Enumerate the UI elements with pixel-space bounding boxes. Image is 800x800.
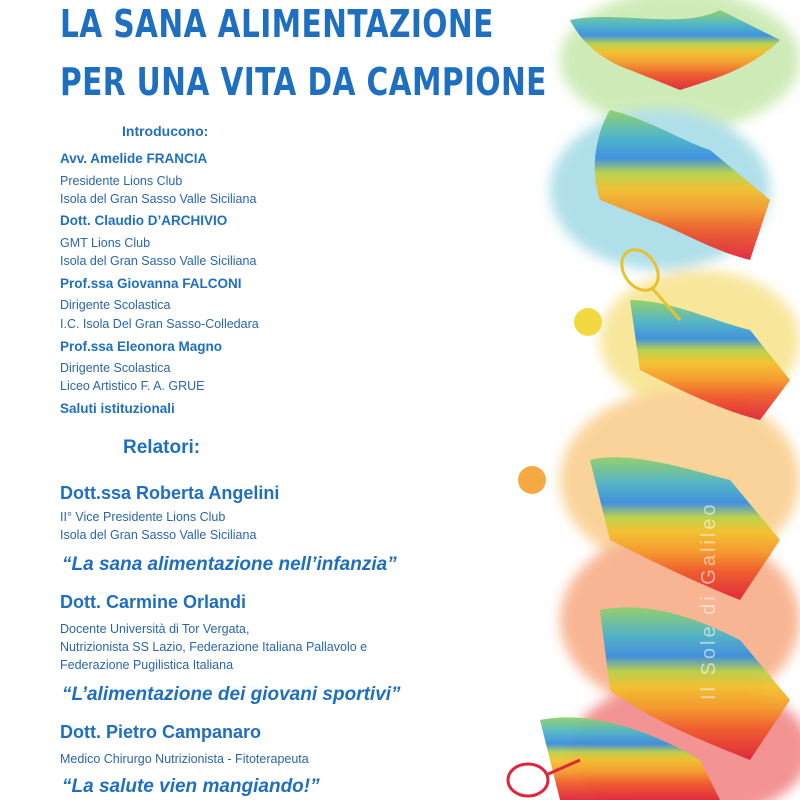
speaker-affiliation: Federazione Pugilistica Italiana	[60, 658, 234, 672]
speaker-name: Dott.ssa Roberta Angelini	[60, 483, 280, 503]
introducer-name: Dott. Claudio D’ARCHIVIO	[60, 213, 228, 228]
greetings-label: Saluti istituzionali	[60, 401, 175, 416]
page-title-line-2: PER UNA VITA DA CAMPIONE	[60, 60, 547, 104]
speaker-role: Medico Chirurgo Nutrizionista - Fitoterapeuta	[60, 752, 309, 766]
speaker-role: II° Vice Presidente Lions Club	[60, 510, 226, 524]
introducer-name: Prof.ssa Eleonora Magno	[60, 339, 223, 354]
intro-heading: Introducono:	[122, 123, 209, 139]
introducer-name: Prof.ssa Giovanna FALCONI	[60, 276, 242, 291]
introducer-role: Dirigente Scolastica	[60, 298, 171, 312]
introducer-role: Dirigente Scolastica	[60, 361, 171, 375]
introducer-affiliation: Liceo Artistico F. A. GRUE	[60, 379, 205, 393]
introducer-name: Avv. Amelide FRANCIA	[60, 151, 208, 166]
speaker-name: Dott. Carmine Orlandi	[60, 592, 247, 612]
talk-title: “La salute vien mangiando!”	[62, 776, 320, 797]
speaker-name: Dott. Pietro Campanaro	[60, 722, 262, 742]
speaker-affiliation: Isola del Gran Sasso Valle Siciliana	[60, 528, 257, 542]
speaker-affiliation: Nutrizionista SS Lazio, Federazione Italiana Pallavolo e	[60, 640, 368, 654]
watermark-text: Il Sole di Galileo	[698, 501, 720, 700]
introducer-role: Presidente Lions Club	[60, 174, 183, 188]
introducer-affiliation: Isola del Gran Sasso Valle Siciliana	[60, 192, 257, 206]
talk-title: “L’alimentazione dei giovani sportivi”	[62, 684, 401, 705]
speaker-role: Docente Università di Tor Vergata,	[60, 622, 250, 636]
speakers-heading: Relatori:	[123, 437, 201, 458]
sports-watercolor-illustration	[480, 0, 800, 800]
introducer-role: GMT Lions Club	[60, 236, 151, 250]
talk-title: “La sana alimentazione nell’infanzia”	[62, 554, 397, 575]
introducer-affiliation: Isola del Gran Sasso Valle Siciliana	[60, 254, 257, 268]
introducer-affiliation: I.C. Isola Del Gran Sasso-Colledara	[60, 317, 259, 331]
page-title-line-1: LA SANA ALIMENTAZIONE	[60, 2, 494, 46]
